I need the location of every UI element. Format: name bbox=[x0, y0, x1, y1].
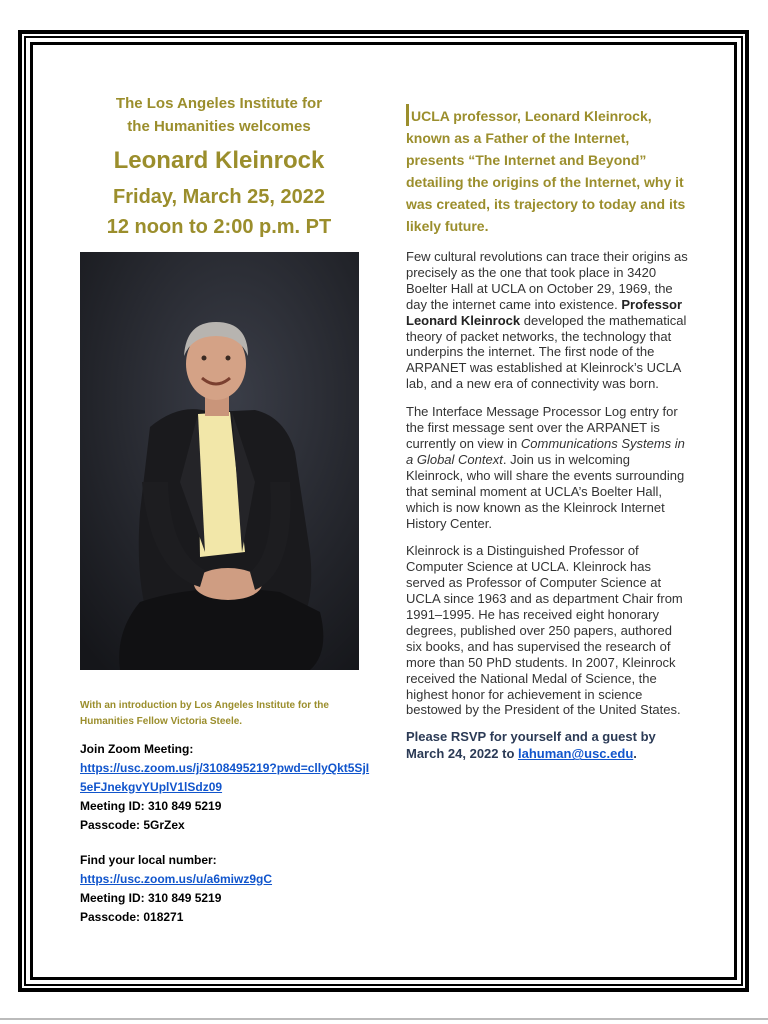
passcode-2: Passcode: 018271 bbox=[80, 910, 184, 924]
para2-b: . Join us in welcoming Kleinrock, who will share the events surrounding that seminal moment at UCLA’s Boelter Hall, which is now known as the Kleinrock Internet History Center. bbox=[406, 451, 685, 531]
rsvp-line bbox=[406, 728, 688, 762]
event-date: Friday, March 25, 2022 bbox=[113, 186, 325, 208]
zoom-meeting-link[interactable]: https://usc.zoom.us/j/3108495219?pwd=cllyQkt5SjI5eFJnekgvYUplV1lSdz09 bbox=[80, 761, 370, 794]
meeting-id-2: Meeting ID: 310 849 5219 bbox=[80, 891, 222, 905]
para2-a: The Interface Message Processor Log entry for the first message sent over the ARPANET is currently on view in bbox=[406, 404, 678, 451]
join-zoom-label: Join Zoom Meeting: bbox=[80, 742, 194, 756]
paragraph-exhibit bbox=[406, 404, 688, 531]
speaker-photo bbox=[80, 252, 359, 670]
introduction-note: With an introduction by Los Angeles Institute for the Humanities Fellow Victoria Steele. bbox=[80, 700, 329, 727]
para1-c: developed the mathematical theory of packet networks, the technology that underpins the internet. The first node of the ARPANET was established at Kleinrock’s UCLA lab, and a new era of connectivity was born. bbox=[406, 312, 687, 392]
welcome-line-1: The Los Angeles Institute for bbox=[115, 95, 323, 112]
event-time: 12 noon to 2:00 p.m. PT bbox=[106, 216, 332, 238]
local-number-label: Find your local number: bbox=[80, 853, 217, 867]
text-cursor-bar bbox=[406, 104, 409, 126]
exhibit-title: Communications Systems in a Global Context bbox=[406, 435, 685, 467]
rsvp-email-link[interactable]: lahuman@usc.edu bbox=[518, 746, 634, 762]
rsvp-end: . bbox=[633, 746, 637, 762]
para1-bold: Professor Leonard Kleinrock bbox=[406, 296, 683, 328]
event-header bbox=[80, 92, 358, 242]
lead-paragraph bbox=[406, 104, 688, 237]
rsvp-text: Please RSVP for yourself and a guest by March 24, 2022 to bbox=[406, 729, 656, 762]
paragraph-bio: Kleinrock is a Distinguished Professor of Computer Science at UCLA. Kleinrock has served as Professor of Computer Science at UCLA since 1963 and as department Chair from 1991–1995. He has received eight honorary degrees, published over 250 papers, authored six books, and has supervised the research of more than 50 PhD students. In 2007, Kleinrock received the National Medal of Science, the highest honor for achievement in science bestowed by the President of the United States. bbox=[406, 543, 683, 718]
local-number-link[interactable]: https://usc.zoom.us/u/a6miwz9gC bbox=[80, 872, 273, 886]
welcome-line-2: the Humanities welcomes bbox=[127, 118, 311, 135]
lead-text: UCLA professor, Leonard Kleinrock, known as a Father of the Internet, presents “The Internet and Beyond” detailing the origins of the Internet, why it was created, its trajectory to today and its likely future. bbox=[406, 108, 686, 234]
speaker-portrait-illustration bbox=[80, 252, 359, 670]
zoom-details bbox=[80, 740, 370, 927]
passcode-1: Passcode: 5GrZex bbox=[80, 818, 185, 832]
paragraph-history bbox=[406, 249, 688, 392]
description-column bbox=[406, 104, 688, 762]
meeting-id-1: Meeting ID: 310 849 5219 bbox=[80, 799, 222, 813]
para1-a: Few cultural revolutions can trace their origins as precisely as the one that took place in 3420 Boelter Hall at UCLA on October 29, 1969, the day the internet came into existence. bbox=[406, 249, 688, 312]
page-bottom-rule bbox=[0, 1018, 768, 1020]
speaker-name: Leonard Kleinrock bbox=[113, 147, 325, 174]
